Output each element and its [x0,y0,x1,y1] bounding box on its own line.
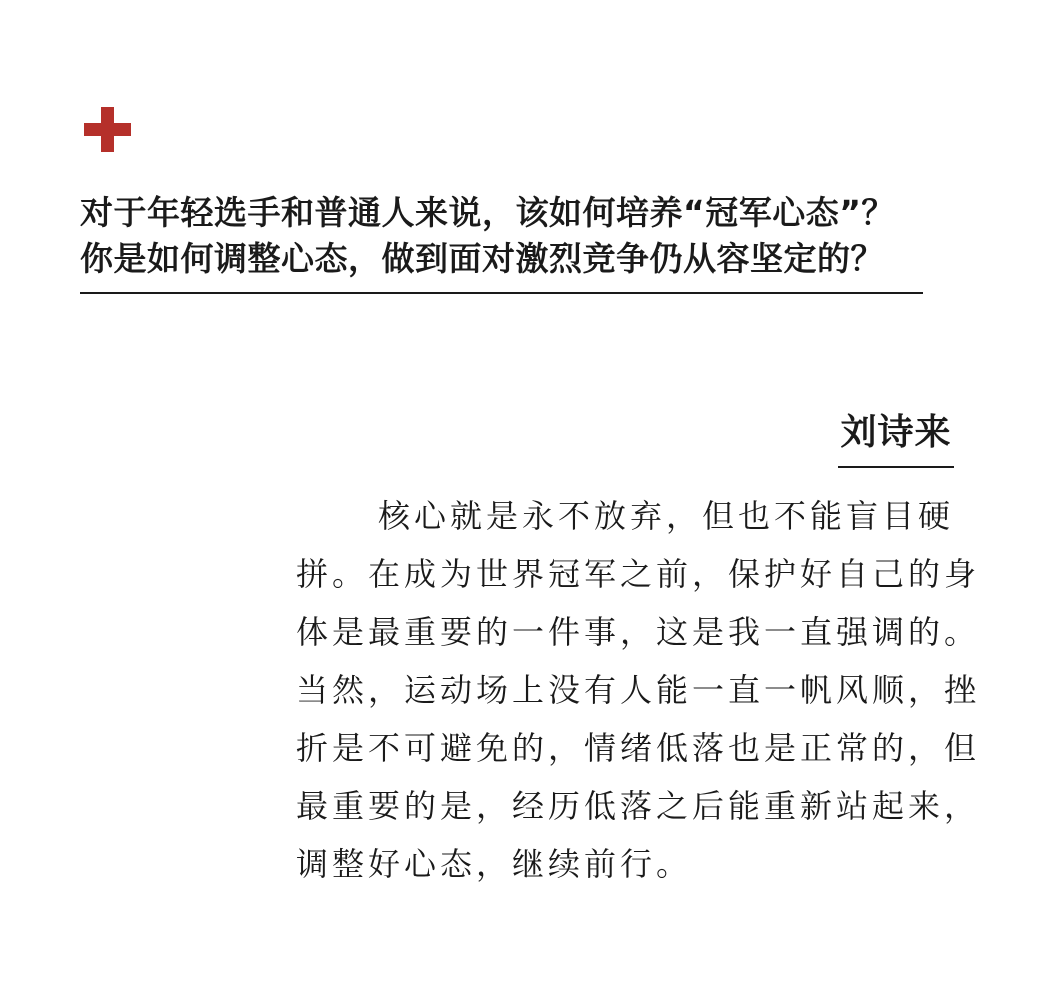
answer-line: 调整好心态，继续前行。 [296,845,693,883]
answer-line: 拼。在成为世界冠军之前，保护好自己的身 [296,555,981,593]
answer-line: 核心就是永不放弃，但也不能盲目硬 [378,497,955,535]
question-divider [80,292,923,294]
red-cross-icon [84,107,131,152]
answer-line: 最重要的是，经历低落之后能重新站起来， [296,787,981,825]
speaker-underline [838,466,954,468]
speaker-name: 刘诗来 [840,412,952,453]
question-line: 你是如何调整心态，做到面对激烈竞争仍从容坚定的？ [80,239,884,278]
question-line: 对于年轻选手和普通人来说，该如何培养“冠军心态”？ [80,193,895,232]
answer-line: 折是不可避免的，情绪低落也是正常的，但 [296,729,981,767]
answer-line: 当然，运动场上没有人能一直一帆风顺，挫 [296,671,981,709]
question-heading [80,190,960,282]
answer-line: 体是最重要的一件事，这是我一直强调的。 [296,613,981,651]
answer-paragraph [296,491,981,897]
red-cross-icon-vertical-bar [101,107,114,152]
